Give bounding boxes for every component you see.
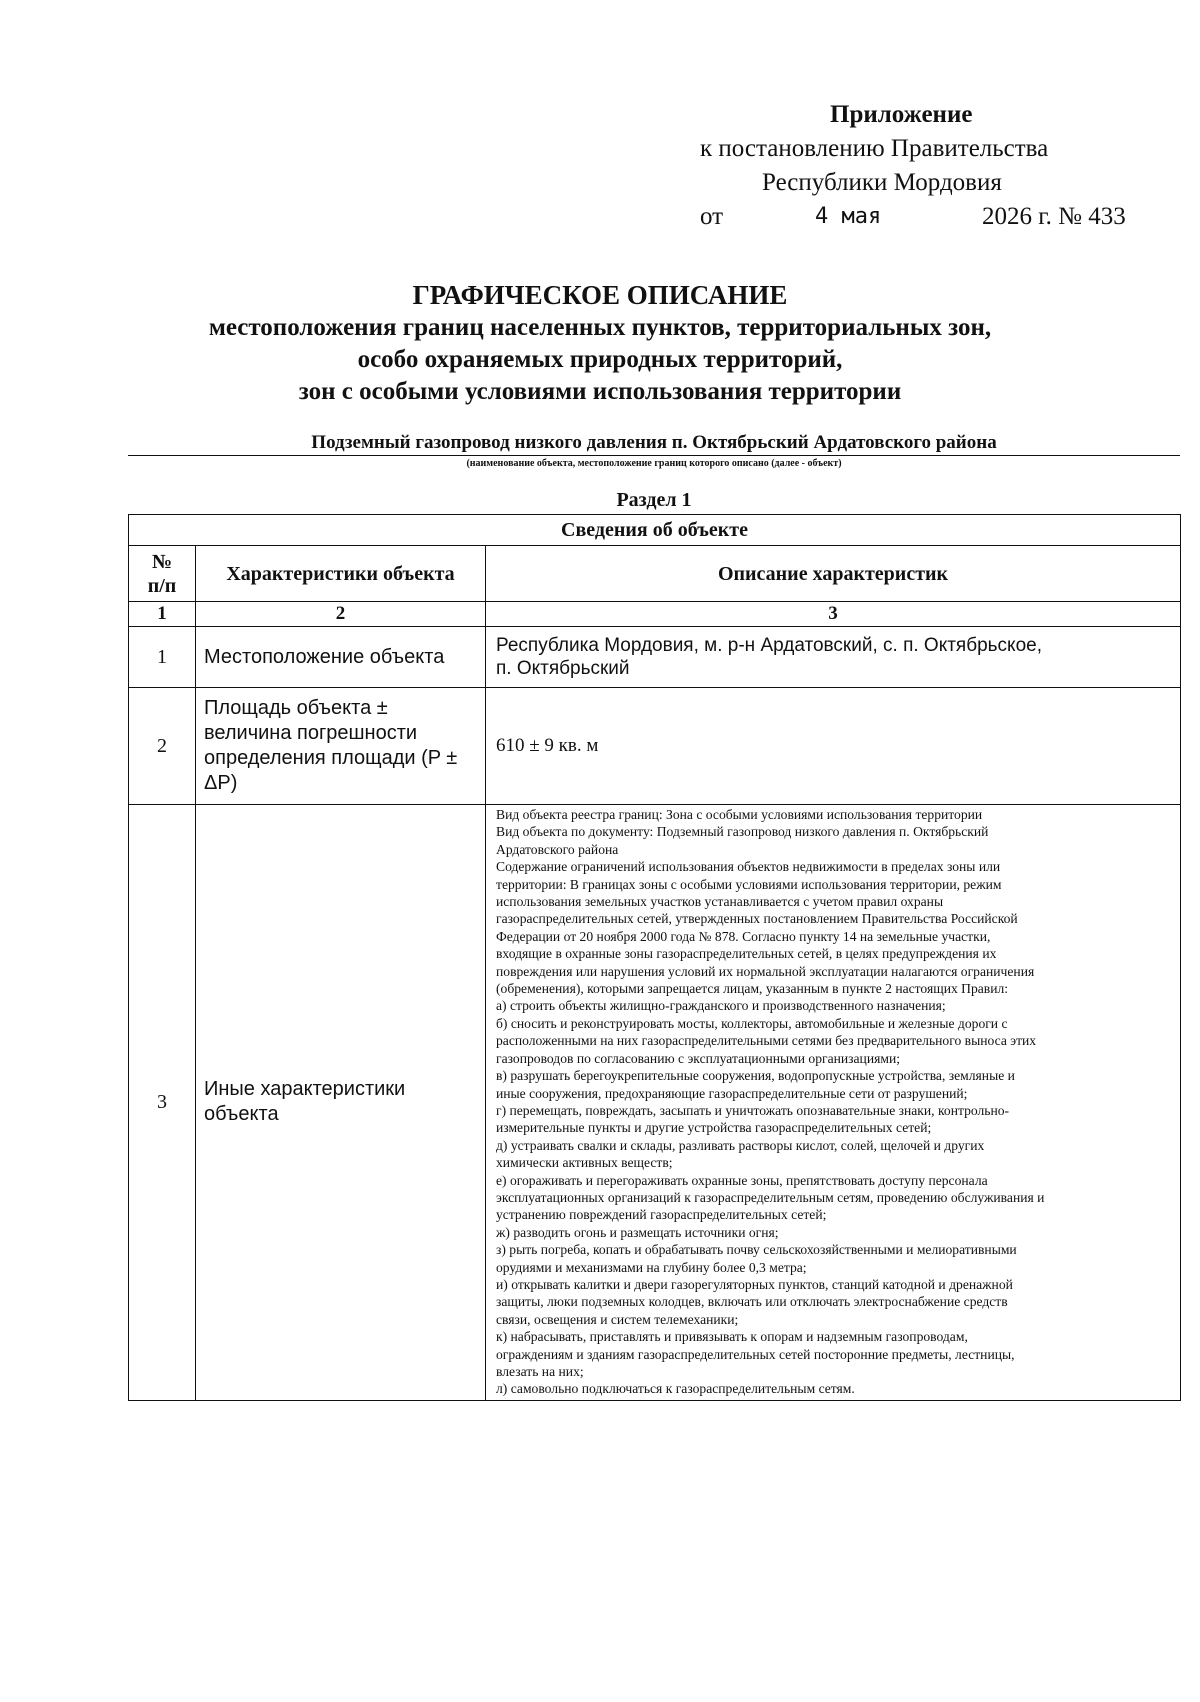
description-line: защиты, люки подземных колодцев, включать или отключать электроснабжение средств xyxy=(496,1294,1008,1310)
description-line: ограждениям и зданиям газораспределительных сетей посторонние предметы, лестницы, xyxy=(496,1346,1015,1362)
table-header-row xyxy=(129,546,1181,602)
description-line: эксплуатационных организаций к газораспределительным сетям, проведению обслуживания и xyxy=(496,1189,1045,1205)
column-number: 2 xyxy=(196,602,486,627)
table-caption: Сведения об объекте xyxy=(129,515,1181,546)
annex-year-number: 2026 г. № 433 xyxy=(982,203,1126,230)
description-line: Федерации от 20 ноября 2000 года № 878. Согласно пункту 14 на земельные участки, xyxy=(496,928,991,944)
header-characteristics: Характеристики объекта xyxy=(196,546,486,602)
description-line: входящие в охранные зоны газораспределительных сетей, в целях предупреждения их xyxy=(496,946,997,962)
annex-date-line xyxy=(700,200,1170,234)
description-line: использования земельных участков устанавливается с учетом правил охраны xyxy=(496,894,944,910)
description-line: Вид объекта по документу: Подземный газопровод низкого давления п. Октябрьский xyxy=(496,824,989,840)
header-description: Описание характеристик xyxy=(486,546,1181,602)
section-title: Раздел 1 xyxy=(616,489,692,511)
description-line: территории: В границах зоны с особыми условиями использования территории, режим xyxy=(496,876,1002,892)
description-line: иные сооружения, предохраняющие газораспределительные сети от разрушений; xyxy=(496,1085,968,1101)
description-line: Содержание ограничений использования объектов недвижимости в пределах зоны или xyxy=(496,859,1001,875)
annex-line-resolution: к постановлению Правительства xyxy=(700,135,1049,162)
description-line: Ардатовского района xyxy=(496,841,619,857)
description-line: влезать на них; xyxy=(496,1364,584,1379)
table-column-numbers-row xyxy=(129,602,1181,627)
table-row xyxy=(129,688,1181,805)
description-line: устранению повреждений газораспределительных сетей; xyxy=(496,1207,827,1223)
description-line: ж) разводить огонь и размещать источники огня; xyxy=(496,1224,779,1240)
row-characteristic: Местоположение объекта xyxy=(196,627,486,688)
table-row xyxy=(129,805,1181,1401)
document-title: ГРАФИЧЕСКОЕ ОПИСАНИЕ xyxy=(412,280,788,310)
description-line: газопроводов по согласованию с эксплуатационными организациями; xyxy=(496,1050,901,1066)
annex-title: Приложение xyxy=(830,101,973,128)
annex-line-republic: Республики Мордовия xyxy=(762,169,1002,196)
row-description xyxy=(486,805,1181,1401)
header-num: № п/п xyxy=(129,546,196,602)
row-number: 3 xyxy=(129,805,196,1401)
document-subtitle-2: особо охраняемых природных территорий, xyxy=(357,346,843,373)
object-name-caption: (наименование объекта, местоположение границ которого описано (далее - объект) xyxy=(466,458,842,469)
annex-day: 4 мая xyxy=(815,204,882,229)
annex-block xyxy=(700,98,1170,234)
row-number: 2 xyxy=(129,688,196,805)
row-characteristic: Иные характеристики объекта xyxy=(196,805,486,1401)
description-line: в) разрушать берегоукрепительные сооружения, водопропускные устройства, земляные и xyxy=(496,1068,1015,1084)
document-subtitle-1: местоположения границ населенных пунктов, территориальных зон, xyxy=(208,314,992,341)
row-number: 1 xyxy=(129,627,196,688)
row-description: Республика Мордовия, м. р-н Ардатовский, с. п. Октябрьское, п. Октябрьский xyxy=(486,627,1181,688)
description-line: расположенными на них газораспределительными сетями без предварительного выноса этих xyxy=(496,1033,1037,1049)
table-caption-row xyxy=(129,515,1181,546)
description-line: а) строить объекты жилищно-гражданского и производственного назначения; xyxy=(496,998,946,1014)
description-line: химически активных веществ; xyxy=(496,1155,673,1171)
description-line: газораспределительных сетей, утвержденных постановлением Правительства Российской xyxy=(496,911,1018,927)
description-line: б) сносить и реконструировать мосты, коллекторы, автомобильные и железные дороги с xyxy=(496,1015,1008,1031)
row-description: 610 ± 9 кв. м xyxy=(486,688,1181,805)
column-number: 1 xyxy=(129,602,196,627)
description-line: повреждения или нарушения условий их нормальной эксплуатации налагаются ограничения xyxy=(496,963,1035,979)
object-name: Подземный газопровод низкого давления п. Октябрьский Ардатовского района xyxy=(128,432,1180,456)
description-line: е) огораживать и перегораживать охранные зоны, препятствовать доступу персонала xyxy=(496,1172,988,1188)
column-number: 3 xyxy=(486,602,1181,627)
description-line: связи, освещения и систем телемеханики; xyxy=(496,1311,739,1327)
description-line: и) открывать калитки и двери газорегуляторных пунктов, станций катодной и дренажной xyxy=(496,1276,1013,1292)
description-line: з) рыть погреба, копать и обрабатывать почву сельскохозяйственными и мелиоративными xyxy=(496,1242,1017,1258)
description-line: (обременения), которыми запрещается лицам, указанным в пункте 2 настоящих Правил: xyxy=(496,981,1009,997)
document-subtitle-3: зон с особыми условиями использования территории xyxy=(298,378,902,405)
document-heading xyxy=(130,278,1070,408)
description-line: к) набрасывать, приставлять и привязывать к опорам и надземным газопроводам, xyxy=(496,1329,968,1345)
row-characteristic: Площадь объекта ± величина погрешности определения площади (P ± ΔP) xyxy=(196,688,486,805)
object-info-table xyxy=(128,514,1181,1401)
description-line: орудиями и механизмами на глубину более 0,3 метра; xyxy=(496,1259,807,1275)
description-line: л) самовольно подключаться к газораспределительным сетям. xyxy=(496,1381,855,1397)
description-line: измерительные пункты и другие устройства газораспределительных сетей; xyxy=(496,1120,932,1136)
description-line: Вид объекта реестра границ: Зона с особыми условиями использования территории xyxy=(496,807,983,822)
description-line: г) перемещать, повреждать, засыпать и уничтожать опознавательные знаки, контрольно- xyxy=(496,1102,1010,1118)
object-name-block xyxy=(128,432,1180,471)
annex-from: от xyxy=(700,203,724,230)
table-row xyxy=(129,627,1181,688)
description-line: д) устраивать свалки и склады, разливать растворы кислот, солей, щелочей и других xyxy=(496,1137,985,1153)
